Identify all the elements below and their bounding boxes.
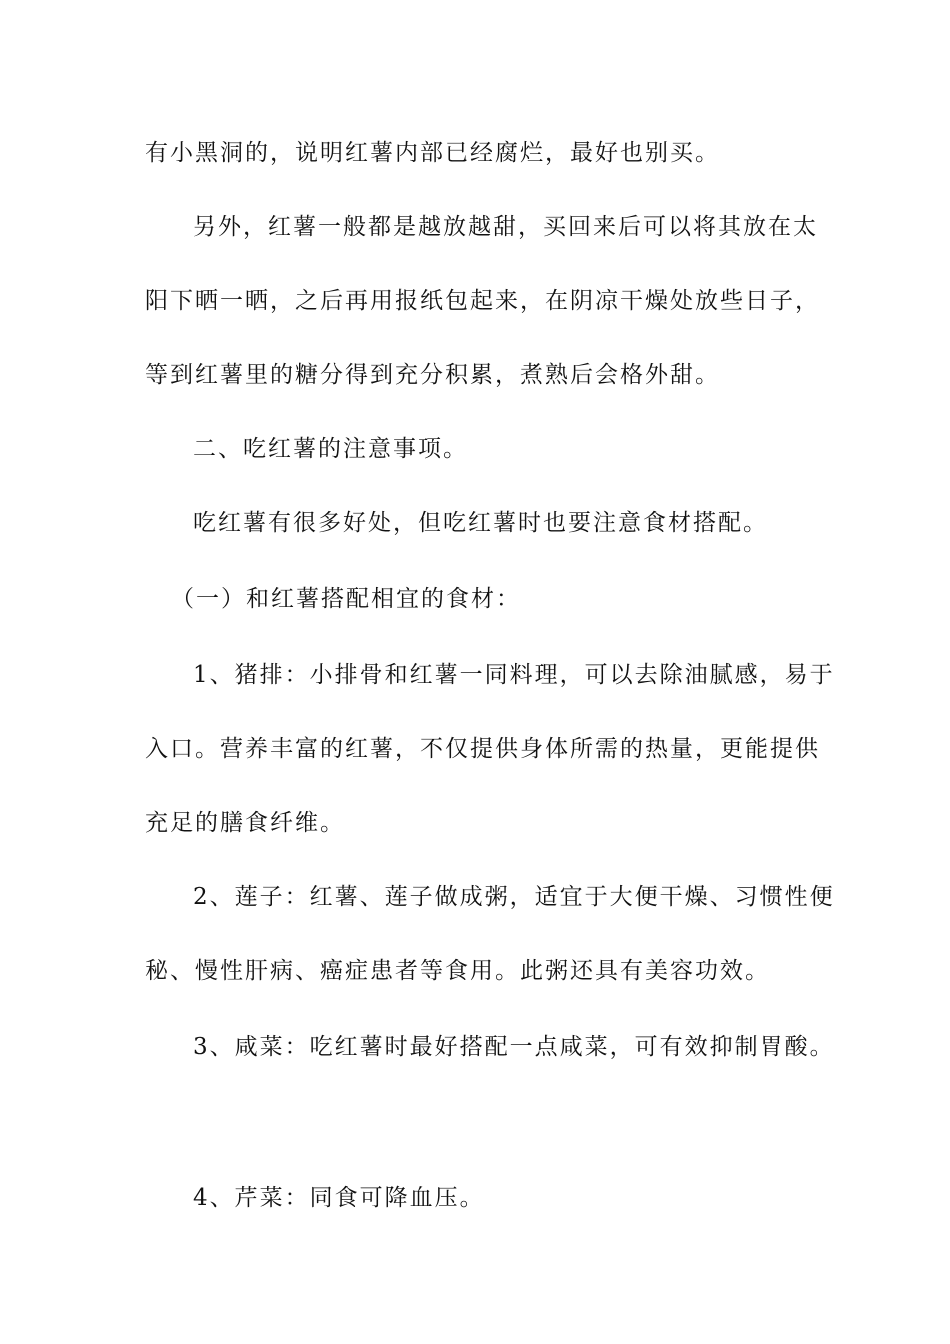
subsection-heading: （一）和红薯搭配相宜的食材：	[171, 586, 521, 612]
text-line: 另外，红薯一般都是越放越甜，买回来后可以将其放在太	[193, 214, 818, 240]
text-line: 3、咸菜：吃红薯时最好搭配一点咸菜，可有效抑制胃酸。	[193, 1034, 835, 1060]
section-heading: 二、吃红薯的注意事项。	[193, 436, 468, 462]
text-line: 有小黑洞的，说明红薯内部已经腐烂，最好也别买。	[145, 140, 720, 166]
text-line: 阳下晒一晒，之后再用报纸包起来，在阴凉干燥处放些日子，	[145, 288, 820, 314]
text-line: 4、芹菜：同食可降血压。	[193, 1185, 485, 1211]
text-line: 充足的膳食纤维。	[145, 810, 345, 836]
text-line: 吃红薯有很多好处，但吃红薯时也要注意食材搭配。	[193, 510, 768, 536]
text-line: 秘、慢性肝病、癌症患者等食用。此粥还具有美容功效。	[145, 958, 770, 984]
text-line: 2、莲子：红薯、莲子做成粥，适宜于大便干燥、习惯性便	[193, 884, 835, 910]
text-line: 1、猪排：小排骨和红薯一同料理，可以去除油腻感，易于	[193, 662, 835, 688]
text-line: 入口。营养丰富的红薯，不仅提供身体所需的热量，更能提供	[145, 736, 820, 762]
text-line: 等到红薯里的糖分得到充分积累，煮熟后会格外甜。	[145, 362, 720, 388]
